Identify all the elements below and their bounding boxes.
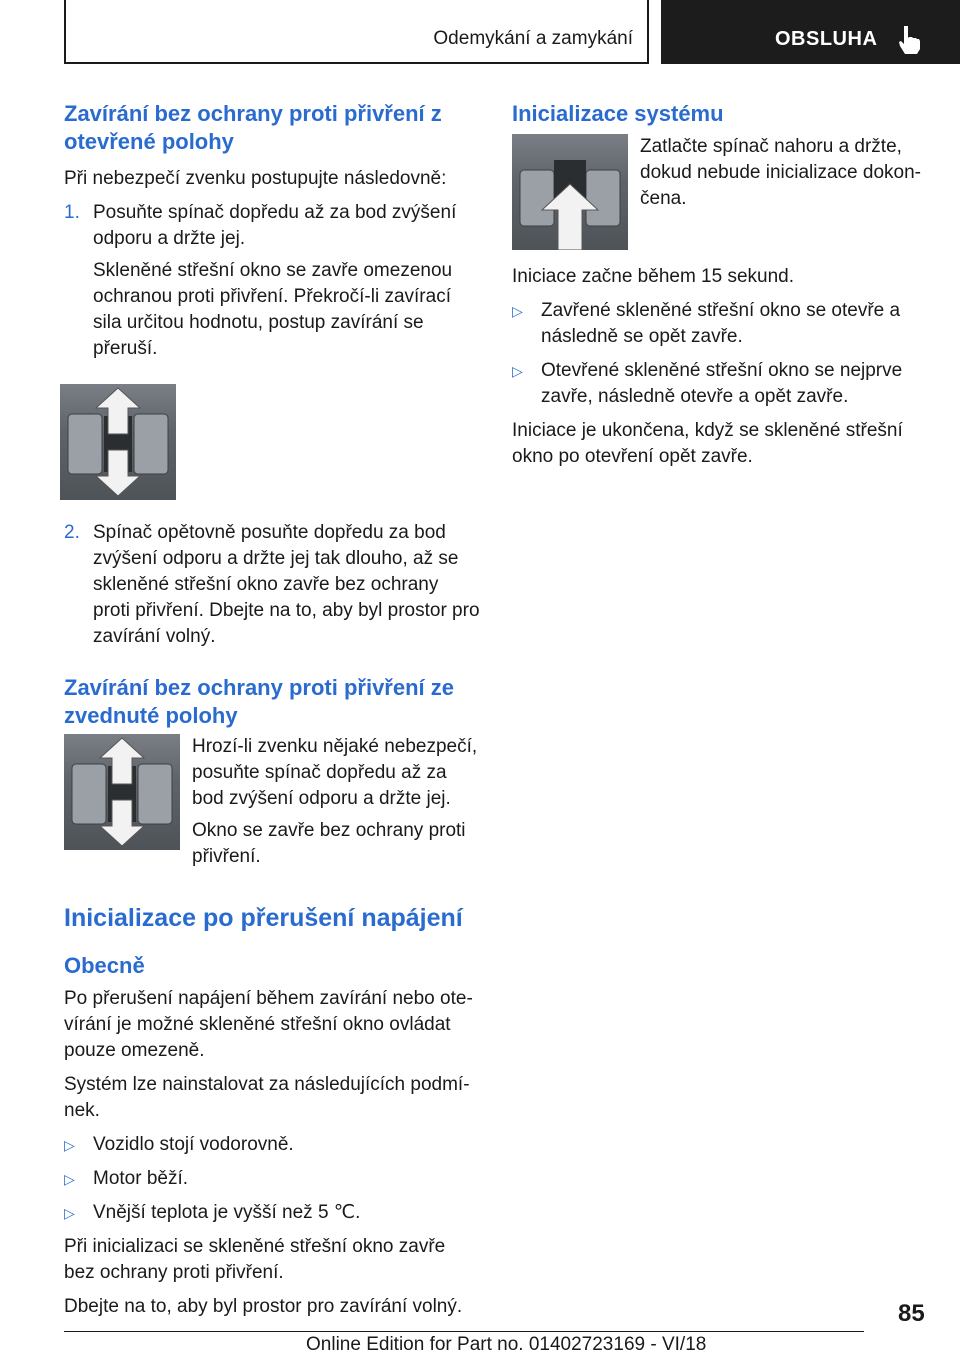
triangle-bullet-icon: ▷ [512,363,523,379]
general-text: Po přerušení napájení během zavírání nebo otevírání je možné skleněné střešní okno ovládat pouze omezeně. [64,988,473,1061]
left-column [64,100,480,1328]
triangle-bullet-icon: ▷ [64,1205,75,1221]
switch-illustration [60,384,176,500]
raised-block [64,734,480,876]
switch-illustration [512,134,628,250]
init-end-text: Iniciace je ukončena, když se skleněné střešní okno po otevření opět zavře. [512,420,903,467]
step-text: Spínač opětovně posuňte dopředu za bod zvýšení odporu a držte jej tak dlouho, až se skleněné střešní okno zavře bez ochrany proti přivření. Dbejte na to, aby byl prostor pro zavírání volný. [93,522,480,647]
step-number: 2. [64,522,80,543]
list-item: ▷ Zavřené skleněné střešní okno se otevře a následně se opět zavře. [512,298,928,350]
page-number: 85 [898,1300,925,1327]
list-item: ▷ Otevřené skleněné střešní okno se nejprve zavře, následně otevře a opět zavře. [512,358,928,410]
switch-up-down-figure [60,384,176,500]
chapter-title: Odemykání a zamykání [433,28,633,49]
heading-general: Obecně [64,953,145,978]
section-title: OBSLUHA [775,28,878,50]
step-text: Posuňte spínač dopředu až za bod zvýšení odporu a držte jej. [93,202,457,249]
heading-close-open: Zavírání bez ochrany proti přivření z otevřené polohy [64,101,442,154]
section-tab [661,0,960,64]
edition-text: Online Edition for Part no. 01402723169 - VI/18 [306,1334,707,1355]
step-text: Skleněné střešní okno se zavře omezenou ochranou proti přivření. Překročí-li zavírací sila určitou hodnotu, postup zavírání se přeruší. [93,260,453,359]
hand-pointer-icon [893,22,927,56]
list-item: ▷ Vnější teplota je vyšší než 5 ℃. [64,1200,480,1226]
raised-text: Hrozí-li zvenku nějaké nebezpečí, posuňte spínač dopředu až za bod zvýšení odporu a držte jej. [192,736,478,809]
general-text: Systém lze nainstalovat za následujících podmínek. [64,1074,470,1121]
list-item: ▷ Motor běží. [64,1166,480,1192]
system-init-block [512,134,928,250]
init-note: Při inicializaci se skleněné střešní okno zavře bez ochrany proti přivření. [64,1236,446,1283]
switch-up-down-figure [64,734,180,850]
step-2 [64,520,480,656]
intro-text: Při nebezpečí zvenku postupujte následovně: [64,168,447,189]
switch-up-figure [512,134,628,250]
switch-illustration [64,734,180,850]
triangle-bullet-icon: ▷ [64,1137,75,1153]
header-bar [64,0,649,64]
triangle-bullet-icon: ▷ [512,303,523,319]
right-column [512,100,928,478]
heading-system-init: Inicializace systému [512,101,724,126]
space-note: Dbejte na to, aby byl prostor pro zavírání volný. [64,1296,463,1317]
footer-divider [64,1331,864,1332]
heading-close-raised: Zavírání bez ochrany proti přivření ze zvednuté polohy [64,675,454,728]
init-start-text: Iniciace začne během 15 sekund. [512,266,795,287]
step-number: 1. [64,202,80,223]
step-1 [64,200,480,368]
raised-text: Okno se zavře bez ochrany proti přivření. [192,820,466,867]
triangle-bullet-icon: ▷ [64,1171,75,1187]
system-init-text: Zatlačte spínač nahoru a držte, dokud nebude inicializace dokončena. [640,136,921,209]
heading-init-power: Inicializace po přerušení napájení [64,904,463,932]
list-item: ▷ Vozidlo stojí vodorovně. [64,1132,480,1158]
